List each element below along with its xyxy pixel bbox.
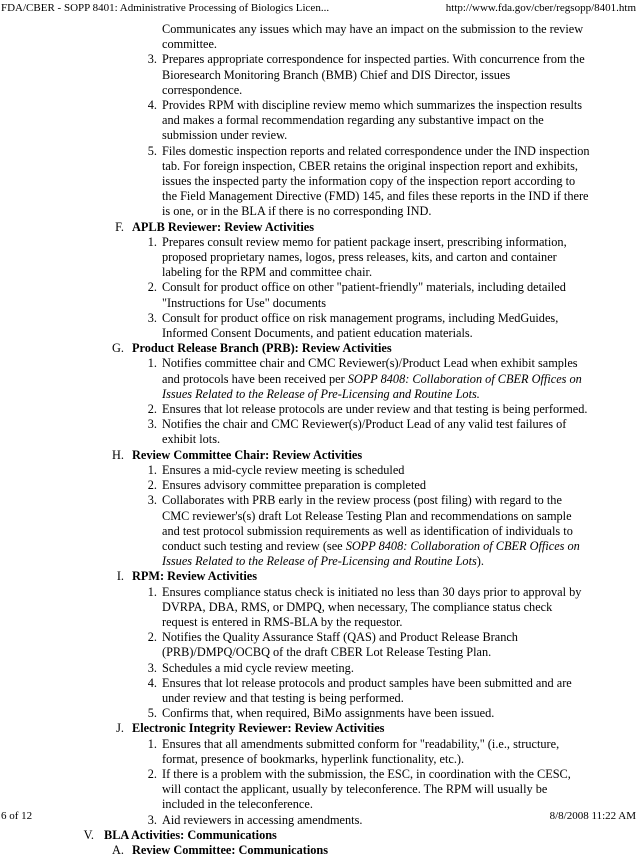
list-item: 2. Ensures that lot release protocols are under review and that testing is being performed. [147, 402, 588, 417]
section-heading-j: J. Electronic Integrity Reviewer: Review Activities [116, 721, 385, 736]
list-item: 5. Confirms that, when required, BiMo assignments have been issued. [147, 706, 495, 721]
page-footer [0, 808, 638, 824]
section-heading-f: F. APLB Reviewer: Review Activities [115, 219, 315, 234]
header-document-title: FDA/CBER - SOPP 8401: Administrative Processing of Biologics Licen... [1, 2, 330, 14]
list-item: 2. Ensures advisory committee preparation is completed [147, 478, 426, 493]
list-item: 1. Prepares consult review memo for patient package insert, prescribing information, proposed proprietary names, logos, press releases, kits, and carton and container labeling for the RPM and committee chair. [147, 234, 567, 280]
list-item: 1. Ensures that all amendments submitted conform for "readability," (i.e., structure, format, presence of bookmarks, hyperlink functionality, etc.). [147, 736, 560, 766]
section-heading-v-a: A. Review Committee: Communications [112, 842, 329, 857]
page-header [0, 0, 638, 16]
list-item: 1. Notifies committee chair and CMC Reviewer(s)/Product Lead when exhibit samples and protocols have been received per SOPP 8408: Collaboration of CBER Offices on Issues Related to the Release of Pre-Licensing and Routine Lots. [147, 356, 582, 401]
list-item: 3. Notifies the chair and CMC Reviewer(s)/Product Lead of any valid test failures of exhibit lots. [147, 417, 567, 447]
section-heading-g: G. Product Release Branch (PRB): Review Activities [112, 341, 392, 356]
list-item: 3. Collaborates with PRB early in the review process (post filing) with regard to the CMC reviewer's(s) draft Lot Release Testing Plan and recommendations on sample and test protocol submission requirements as well as identification of individuals to conduct such testing and review (see SOPP 8408: Collaboration of CBER Offices on Issues Related to the Release of Pre-Licensing and Routine Lots). [147, 493, 580, 569]
footer-page-number: 6 of 12 [1, 810, 33, 822]
list-item: 3. Schedules a mid cycle review meeting. [147, 660, 354, 675]
list-item: 2. Consult for product office on other "patient-friendly" materials, including detailed "Instructions for Use" documents [147, 280, 566, 310]
section-heading-v: V. BLA Activities: Communications [83, 827, 277, 842]
list-item: 3. Aid reviewers in accessing amendments. [147, 812, 363, 827]
list-item: 3. Prepares appropriate correspondence for inspected parties. With concurrence from the Bioresearch Monitoring Branch (BMB) Chief and DIS Director, issues correspondence. [147, 52, 585, 97]
list-item: 2. Notifies the Quality Assurance Staff (QAS) and Product Release Branch (PRB)/DMPQ/OCBQ of the draft CBER Lot Release Testing Plan. [147, 630, 518, 660]
list-item: 3. Consult for product office on risk management programs, including MedGuides, Informed Consent Documents, and patient education materials. [147, 310, 559, 341]
list-item: 1. Ensures compliance status check is initiated no less than 30 days prior to approval by DVRPA, DBA, RMS, or DMPQ, when necessary, The compliance status check request is entered in RMS-BLA by the requestor. [147, 584, 582, 629]
document-body [0, 22, 638, 858]
list-item: 5. Files domestic inspection reports and related correspondence under the IND inspection tab. For foreign inspection, CBER retains the original inspection report and exhibits, issues the inspected party the information copy of the inspection report according to the Field Management Directive (FMD) 145, and files these reports in the IND if there is one, or in the BLA if there is no corresponding IND. [147, 143, 590, 219]
list-item: 2. If there is a problem with the submission, the ESC, in coordination with the CESC, will contact the applicant, usually by teleconference. The RPM will usually be included in the teleconference. [147, 766, 571, 812]
continuation-paragraph: Communicates any issues which may have an impact on the submission to the review committee. [162, 22, 584, 52]
footer-timestamp: 8/8/2008 11:22 AM [549, 810, 636, 822]
list-item: 1. Ensures a mid-cycle review meeting is scheduled [147, 462, 405, 477]
section-heading-h: H. Review Committee Chair: Review Activities [112, 447, 363, 462]
list-item: 4. Provides RPM with discipline review memo which summarizes the inspection results and makes a formal recommendation regarding any substantive impact on the submission under review. [147, 98, 583, 143]
section-heading-i: I. RPM: Review Activities [116, 569, 257, 584]
header-url: http://www.fda.gov/cber/regsopp/8401.htm [445, 2, 636, 14]
list-item: 4. Ensures that lot release protocols and product samples have been submitted and are under review and that testing is being performed. [147, 675, 572, 705]
